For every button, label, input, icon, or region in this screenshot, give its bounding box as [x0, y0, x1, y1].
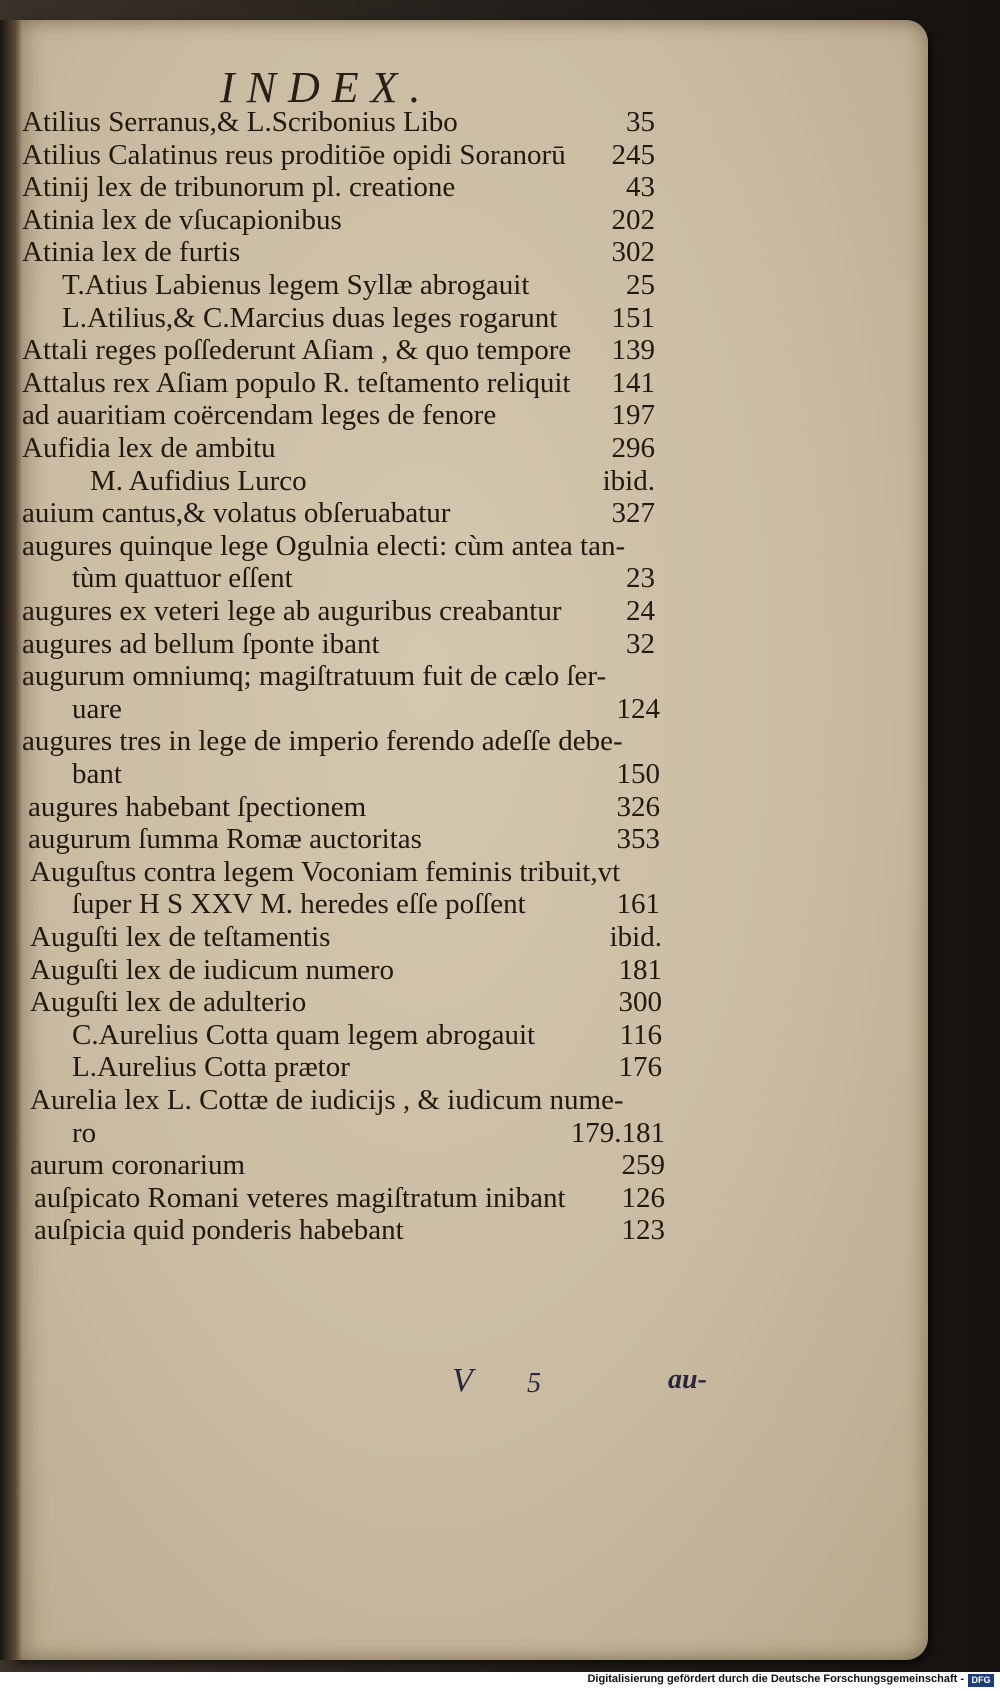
index-entry-text: Atinia lex de vſucapionibus	[22, 203, 342, 236]
index-entry	[30, 856, 660, 890]
index-entry-text: ro	[72, 1116, 97, 1149]
page-title: INDEX.	[220, 63, 433, 112]
index-entry	[22, 530, 655, 564]
index-entry	[22, 367, 655, 401]
index-entry	[22, 497, 655, 531]
index-entry	[90, 465, 655, 499]
index-page-number: 141	[611, 366, 655, 399]
index-entry	[30, 1084, 662, 1118]
index-page-number: 35	[626, 106, 655, 138]
index-entry	[22, 204, 655, 238]
index-entry-text: Aurelia lex L. Cottæ de iudicijs , & iudicum nume-	[30, 1084, 624, 1116]
index-entry	[22, 236, 655, 270]
index-entry	[62, 269, 655, 303]
index-entry-text: auium cantus,& volatus obſeruabatur	[22, 497, 451, 530]
index-page-number: 126	[621, 1181, 665, 1214]
index-entry	[22, 628, 655, 662]
index-page-number: 353	[616, 823, 660, 856]
index-page-number: 150	[616, 758, 660, 790]
index-entry-text: Atinij lex de tribunorum pl. creatione	[22, 171, 456, 204]
index-entry-text: ad auaritiam coërcendam leges de fenore	[22, 399, 497, 432]
index-entry-text: auſpicia quid ponderis habebant	[34, 1214, 404, 1247]
index-page-number: 123	[621, 1214, 665, 1247]
index-entry	[72, 562, 655, 596]
index-entry	[72, 758, 660, 792]
index-page-number: 32	[626, 627, 655, 660]
index-entry-text: uare	[72, 692, 122, 725]
index-entry	[22, 399, 655, 433]
index-entry-text: Auguſti lex de teſtamentis	[30, 921, 331, 953]
index-page-number: 161	[616, 888, 660, 921]
index-entry	[22, 595, 655, 629]
index-entry-text: L.Aurelius Cotta prætor	[72, 1051, 350, 1084]
index-page-number: ibid.	[602, 464, 655, 497]
index-entry-text: T.Atius Labienus legem Syllæ abrogauit	[62, 269, 530, 301]
index-page-number: 43	[626, 171, 655, 204]
index-entry	[22, 171, 655, 205]
index-entry-text: auſpicato Romani veteres magiſtratum inibant	[34, 1181, 566, 1214]
index-page-number: 300	[618, 986, 662, 1019]
index-entry-text: augures ex veteri lege ab auguribus creabantur	[22, 595, 562, 627]
index-entry	[62, 302, 655, 336]
index-entry-text: Auguſti lex de adulterio	[30, 986, 307, 1019]
index-entry	[22, 106, 655, 140]
index-entry-text: Aufidia lex de ambitu	[22, 432, 276, 464]
index-entry-text: tùm quattuor eſſent	[72, 562, 293, 595]
index-page-number: 23	[626, 562, 655, 595]
index-entry	[22, 725, 660, 759]
index-entry	[72, 1051, 662, 1085]
index-entry-text: augures habebant ſpectionem	[28, 790, 367, 823]
index-entry-text: Atilius Serranus,& L.Scribonius Libo	[22, 106, 458, 138]
dfg-logo: DFG	[968, 1674, 994, 1687]
index-entry-text: augurum ſumma Romæ auctoritas	[28, 823, 422, 856]
index-page-number: 24	[626, 595, 655, 627]
index-entry	[28, 823, 660, 857]
index-entry-text: augures tres in lege de imperio ferendo adeſſe debe-	[22, 725, 623, 758]
index-page-number: 327	[611, 497, 655, 530]
index-entry-text: augurum omniumq; magiſtratuum fuit de cælo ſer-	[22, 660, 607, 693]
index-entry	[30, 921, 662, 955]
index-entry-text: Auguſtus contra legem Voconiam feminis tribuit,vt	[30, 855, 621, 888]
index-page-number: 197	[611, 399, 655, 432]
index-page-number: ibid.	[609, 921, 662, 953]
index-entry	[22, 432, 655, 466]
index-page-number: 181	[618, 953, 662, 986]
index-page-number: 179.181	[570, 1116, 665, 1149]
index-page-number: 25	[626, 269, 655, 301]
signature-mark: V	[452, 1362, 473, 1399]
index-page-number: 296	[611, 432, 655, 464]
index-page-number: 202	[611, 203, 655, 236]
index-entry	[22, 660, 660, 694]
index-page-number: 124	[616, 692, 660, 725]
index-entry	[22, 139, 655, 173]
index-entry	[28, 791, 660, 825]
footer-credit: Digitalisierung gefördert durch die Deutsche Forschungsgemeinschaft -	[587, 1673, 964, 1685]
index-entry-text: Atilius Calatinus reus proditiōe opidi Soranorū	[22, 138, 566, 171]
index-entry-text: L.Atilius,& C.Marcius duas leges rogarunt	[62, 301, 558, 334]
index-entry	[30, 954, 662, 988]
index-page-number: 245	[611, 138, 655, 171]
index-entry	[72, 1019, 662, 1053]
index-entry	[34, 1182, 665, 1216]
index-entry-text: augures quinque lege Ogulnia electi: cùm antea tan-	[22, 529, 626, 562]
index-entry-text: bant	[72, 758, 122, 790]
index-page-number: 139	[611, 334, 655, 367]
index-entry	[22, 334, 655, 368]
index-entry	[30, 986, 662, 1020]
index-entry-text: ſuper H S XXV M. heredes eſſe poſſent	[72, 888, 526, 921]
index-entry	[72, 888, 660, 922]
index-page-number: 116	[619, 1018, 662, 1051]
index-page-number: 302	[611, 236, 655, 269]
index-entry-text: augures ad bellum ſponte ibant	[22, 627, 380, 660]
index-page-number: 151	[611, 301, 655, 334]
index-page-number: 176	[618, 1051, 662, 1084]
index-entry-text: Auguſti lex de iudicum numero	[30, 953, 395, 986]
index-page-number: 259	[621, 1149, 665, 1182]
index-entry-text: Atinia lex de furtis	[22, 236, 241, 269]
index-entry-text: Attali reges poſſederunt Aſiam , & quo tempore	[22, 334, 572, 367]
index-entry	[34, 1214, 665, 1248]
catchword: au-	[668, 1364, 707, 1395]
index-entry-text: Attalus rex Aſiam populo R. teſtamento reliquit	[22, 366, 571, 399]
index-entry-text: M. Aufidius Lurco	[90, 464, 307, 497]
index-entry	[72, 1117, 665, 1151]
index-entry	[72, 693, 660, 727]
index-entry-text: C.Aurelius Cotta quam legem abrogauit	[72, 1018, 536, 1051]
index-entry-text: aurum coronarium	[30, 1149, 246, 1182]
index-entry	[30, 1149, 665, 1183]
index-page-number: 326	[616, 790, 660, 823]
signature-number: 5	[527, 1368, 541, 1399]
